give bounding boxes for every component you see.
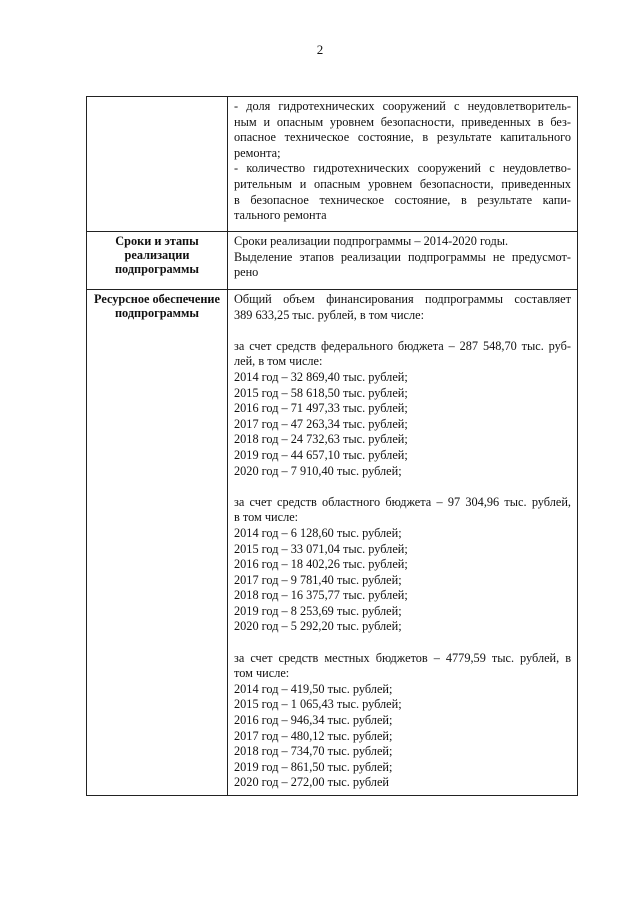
funding-year-line: 2016 год – 18 402,26 тыс. рублей; xyxy=(234,557,408,572)
label-line: Сроки и этапы xyxy=(115,234,199,248)
label-line: реализации xyxy=(124,248,190,262)
text-line: за счет средств областного бюджета – 97 304,96 тыс. рублей, xyxy=(234,494,571,509)
funding-year-line: 2017 год – 47 263,34 тыс. рублей; xyxy=(234,416,408,431)
text-line: ным и опасным уровнем безопасности, приведенных в без- xyxy=(234,114,571,129)
funding-year-line: 2020 год – 5 292,20 тыс. рублей; xyxy=(234,619,402,634)
funding-year-line: 2018 год – 24 732,63 тыс. рублей; xyxy=(234,432,408,447)
funding-year-line: 2014 год – 6 128,60 тыс. рублей; xyxy=(234,525,402,540)
text-line: лей, в том числе: xyxy=(234,354,323,369)
funding-year-line: 2017 год – 480,12 тыс. рублей; xyxy=(234,728,393,743)
text-line: Выделение этапов реализации подпрограммы не предусмот- xyxy=(234,249,571,264)
funding-year-line: 2018 год – 16 375,77 тыс. рублей; xyxy=(234,588,408,603)
subprogram-passport-table xyxy=(86,96,578,796)
text-line: за счет средств федерального бюджета – 287 548,70 тыс. руб- xyxy=(234,338,571,353)
funding-year-line: 2020 год – 7 910,40 тыс. рублей; xyxy=(234,463,402,478)
funding-year-line: 2015 год – 58 618,50 тыс. рублей; xyxy=(234,385,408,400)
text-line: за счет средств местных бюджетов – 4779,59 тыс. рублей, в xyxy=(234,650,571,665)
funding-year-line: 2014 год – 419,50 тыс. рублей; xyxy=(234,681,393,696)
text-line: рительным и опасным уровнем безопасности, приведенных xyxy=(234,176,571,191)
label-line: Ресурсное обеспечение xyxy=(94,292,220,306)
funding-year-line: 2019 год – 44 657,10 тыс. рублей; xyxy=(234,447,408,462)
label-line: подпрограммы xyxy=(114,262,200,276)
funding-year-line: 2016 год – 946,34 тыс. рублей; xyxy=(234,713,393,728)
funding-year-line: 2019 год – 8 253,69 тыс. рублей; xyxy=(234,603,402,618)
funding-year-line: 2020 год – 272,00 тыс. рублей xyxy=(234,775,389,790)
funding-year-line: 2015 год – 1 065,43 тыс. рублей; xyxy=(234,697,402,712)
text-line: тального ремонта xyxy=(234,208,327,223)
text-line: 389 633,25 тыс. рублей, в том числе: xyxy=(234,307,424,322)
funding-year-line: 2016 год – 71 497,33 тыс. рублей; xyxy=(234,401,408,416)
funding-year-line: 2018 год – 734,70 тыс. рублей; xyxy=(234,744,393,759)
label-line: подпрограммы xyxy=(114,306,200,320)
text-line: опасное техническое состояние, в результате капитального xyxy=(234,130,571,145)
resources-cell xyxy=(228,290,578,796)
funding-year-line: 2019 год – 861,50 тыс. рублей; xyxy=(234,759,393,774)
row-label-resources xyxy=(87,290,228,796)
page-number: 2 xyxy=(316,42,324,57)
row-label-timing xyxy=(87,232,228,290)
text-line: Общий объем финансирования подпрограммы составляет xyxy=(234,292,571,306)
table-row-resources xyxy=(87,290,578,796)
table-row-timing xyxy=(87,232,578,290)
text-line: - количество гидротехнических сооружений с неудовлетво- xyxy=(234,161,571,176)
timing-cell xyxy=(228,232,578,290)
text-line: ремонта; xyxy=(234,145,281,160)
indicators-cell xyxy=(228,97,578,232)
text-line: рено xyxy=(234,265,259,280)
text-line: том числе: xyxy=(234,666,290,681)
text-line: в безопасное техническое состояние, в результате капи- xyxy=(234,192,571,207)
text-line: в том числе: xyxy=(234,510,299,525)
text-line: - доля гидротехнических сооружений с неудовлетворитель- xyxy=(234,99,571,113)
text-line: Сроки реализации подпрограммы – 2014-2020 годы. xyxy=(234,234,509,248)
funding-year-line: 2015 год – 33 071,04 тыс. рублей; xyxy=(234,541,408,556)
row-label-cell-empty xyxy=(87,97,228,232)
funding-year-line: 2014 год – 32 869,40 тыс. рублей; xyxy=(234,369,408,384)
funding-year-line: 2017 год – 9 781,40 тыс. рублей; xyxy=(234,572,402,587)
table-row-indicators xyxy=(87,97,578,232)
